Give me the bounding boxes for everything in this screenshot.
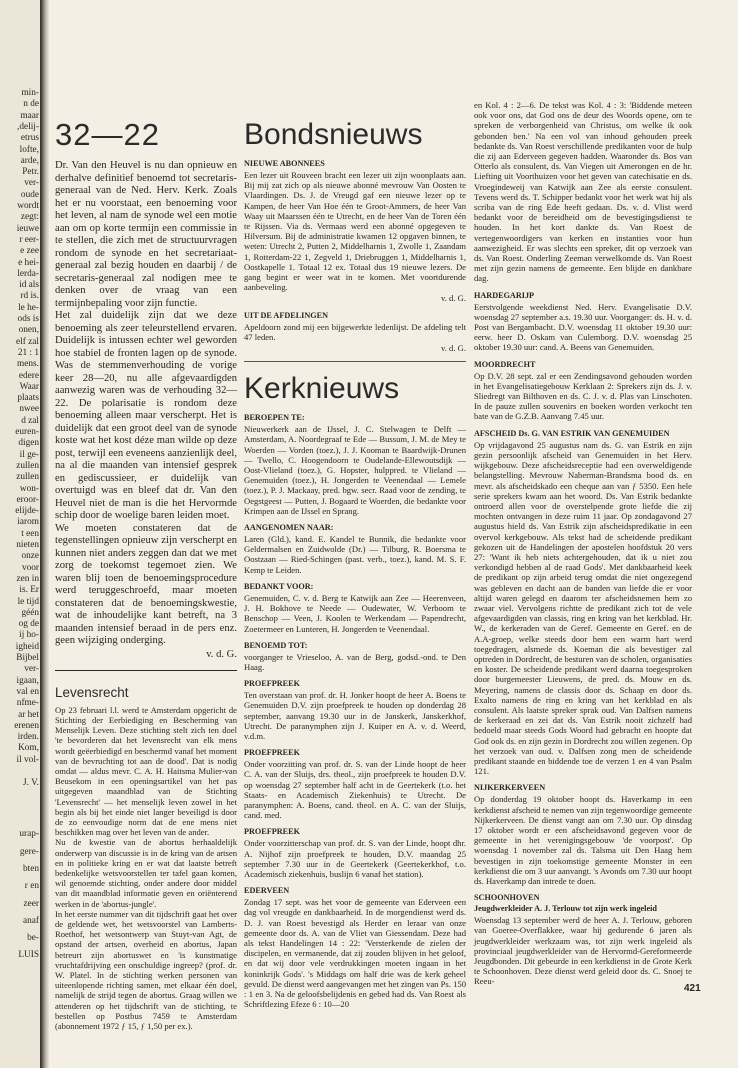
editorial-paragraph: We moeten constateren dat de tegenstellingen opnieuw zijn verscherpt en kunnen niet anders zeggen dan dat we met zorg de toekomst tegemoet zien. We waren blij toen de benoemingsprocedure werd teruggeschroefd, maar moeten constateren dat de benoemingskwestie, wat de inhoudelijke kant betreft, na 3 maanden intensief beraad in de pers enz. geen wijziging onderging. — [55, 522, 237, 646]
strip-line: ver- — [24, 178, 39, 189]
strip-line: t een — [21, 528, 39, 539]
strip-line: euren- — [15, 427, 39, 437]
levensrecht-paragraph: Nu de kwestie van de abortus herhaaldelijk onderwerp van discussie is in de kring van de artsen en in politieke kring en er wat dat laatste betreft bedenkelijke wetsvoorstellen ter tafel gaan komen, wil genoemde stichting, onder andere door middel van dit maandblad informatie geven en oriënterend werken in de 'abortus-jungle'. — [55, 837, 237, 909]
strip-line: og de — [18, 619, 39, 630]
kerknieuws-heading: Kerknieuws — [244, 372, 400, 406]
strip-line: bten — [22, 863, 39, 874]
strip-line: lofte, — [19, 144, 39, 155]
strip-line: edere — [18, 370, 39, 381]
strip-line: anaf — [23, 915, 39, 926]
section-title: NIEUWE ABONNEES — [244, 159, 325, 168]
divider — [55, 670, 237, 671]
signature: v. d. G. — [441, 343, 466, 354]
section-text: Op vrijdagavond 25 augustus nam ds. G. van Estrik en zijn gezin persoonlijk afscheid van Genemuiden in het Herv. wijkgebouw. Deze afscheidsreceptie had een overweldigende belangstelling. Mevrouw Naberman-Brandsma bood ds. en mevr. als afscheidskado een cheque aan van ƒ 5350. Een hele serie sprekers kwam aan het woord. Ds. Van Estrik bedankte ontroerd allen voor de overstelpende grote liefde die zij mochten ontvangen in deze ruim 11 jaar. Op zondagavond 27 augustus hield ds. Van Estrik zijn afscheidspredikatie in een overvol kerkgebouw. Als tekst had de scheidende predikant gekozen uit de Handelingen der apostelen hoofdstuk 20 vers 27: 'Want ik heb niets achtergehouden, dat ik u niet zou verkondigd hebben al de raad Gods'. Met dankbaarheid keek de predikant op zijn arbeid terug omdat die niet ongezegend was gebleven en dacht aan de banden van liefde die er voor altijd waren gelegd en daarom ter afscheidsnemen hem zo zwaar viel. Vervolgens richtte de predikant zich tot de vele afgevaardigden van classis, ring en kring van het kerkblad. Hr. W., de kerkeraden van de Geref. Gemeente en Geref. en de A.A-groep, welke steeds door hem een warm hart werd toegedragen, alsmede ds. Koeman die als bevestiger zal optreden in Dordrecht, de besturen van de scholen, organisaties en koster. De scheidende predikant werd daarna toegesproken door burgemeester Lieuwens, de pred. ds. Mouw en ds. Meyering, namens de classis door ds. Schaap en door ds. Exalto namens de ring en kring van het kerkblad en als consulent. Als laatste spreker sprak oud. Van Dalfsen namens de kerkeraad en zei dat ds. Van Estrik nooit zichzelf had bedoeld maar steeds Gods Woord had gebracht en hoopte dat God ook ds. en zijn gezin in Dordrecht zou willen zegenen. Op het verzoek van oud. v. Dalfsen zong men de scheidende predikant staande en biddende toe de verzen 1 en 4 van Psalm 121. — [474, 439, 692, 777]
strip-line: ,delij- — [17, 121, 39, 132]
strip-line: d zal — [21, 415, 39, 426]
strip-line: iarom — [17, 517, 39, 528]
section-text: Eerstvolgende weekdienst Ned. Herv. Evangelisatie D.V. woensdag 27 september a.s. 19.30 uur. Voorganger: ds. H. v. d. Post van Bergambacht. D.V. woensdag 11 oktober 19.30 uur: eerw. heer D. Oskam van Culemborg. D.V. woensdag 25 oktober 19.30 uur: cand. A. Beens van Genemuiden. — [474, 301, 692, 353]
strip-line: zullen — [16, 472, 39, 483]
strip-line: elijde- — [15, 506, 39, 517]
strip-line: urap- — [19, 829, 39, 840]
section-title: UIT DE AFDELINGEN — [244, 310, 329, 320]
previous-page-edge — [0, 0, 42, 1068]
strip-line: Kom, — [18, 743, 39, 754]
strip-line: r eer- — [19, 234, 39, 245]
section-title: NIJKERKERVEEN — [474, 783, 546, 793]
page-gutter — [40, 0, 49, 1068]
strip-line: onen, — [18, 325, 39, 336]
levensrecht-heading: Levensrecht — [55, 684, 129, 700]
strip-line: igaan, — [16, 675, 39, 686]
strip-line: nfme- — [16, 698, 39, 709]
levensrecht-paragraph: Op 23 februari l.l. werd te Amsterdam opgericht de Stichting der Eerbiediging en Bescherming van Menselijk Leven. Deze stichting stelt zich ten doel 'te bevorderen dat het levensrecht van elk mens wordt geëerbiedigd en beschermd vanaf het moment van de bevruchting tot aan de dood'. Dat is nodig omdat — aldus mevr. C. A. H. Haitsma Mulier-van Beusekom in een openingsartikel van het pas uitgegeven maandblad van de Stichting 'Levensrecht' — het menselijk leven zowel in het begin als bij het einde niet langer beveiligd is door de zo eenvoudige norm dat de ene mens niet beschikken mag over het leven van de ander. — [55, 704, 237, 838]
strip-line: lerda- — [17, 268, 39, 279]
strip-line: is. Er — [19, 585, 39, 596]
strip-line: id als — [19, 280, 39, 291]
section-text: en Kol. 4 : 2—6. De tekst was Kol. 4 : 3: 'Biddende meteen ook voor ons, dat God ons de deur des Woords opene, om te spreken de verborgenheid van Christus, om welke ik ook gebonden ben.' Na een vol van inhoud gehouden preek bedankte ds. Van Roest verschillende predikanten voor de hulp die zij aan Ederveen gegeven hadden. Waaronder ds. Bos van Otterlo als consulent, ds. Van Viegen uit Amerongen en de hr. Liefting uit Voorthuizen voor het geven van catechisatie en ds. Vroegindeweij van Katwijk aan Zee als eerste consulent. Tevens werd ds. T. Schipper bedankt voor het werk wat hij als scriba van de ring Ede heeft gedaan. Ds. v. d. Vlist werd bedankt voor de bereidheid om de bevestigingsdienst te houden. In het kort dankte ds. Van Roest de vertegenwoordigers van kerken en instanties voor hun aanwezigheid. Er was slechts een spreker, dit op verzoek van ds. Van Roest. Onderling Zeeman verwelkomde ds. Van Roest met zijn gezin namens de gemeente. Een blijde en dankbare dag. — [474, 100, 692, 284]
section-text: Onder voorzitterschap van prof. dr. S. van der Linde, hoopt dhr. A. Nijhof zijn proefpreek te houden, D.V. maandag 25 september 7.30 uur in de Geertekerk (Geertekerkhof, t.o. Academisch ziekenhuis, buslijn 6 vanaf het station). — [244, 838, 466, 879]
strip-line: ieuwe — [16, 223, 39, 234]
signature: v. d. G. — [441, 293, 466, 304]
section-text: Zondag 17 sept. was het voor de gemeente van Ederveen een dag vol vreugde en dankbaarheid. In de morgendienst werd ds. D. J. van Roest bevestigd als Herder en leraar van onze gemeente door ds. A. van de Vliet van Giessendam. Deze had als tekst Handelingen 14 : 22: 'Versterkende de zielen der discipelen, en vermanende, dat zij zouden blijven in het geloof, en dat wij door vele verdrukkingen moeten ingaan in het koninkrijk Gods'. 's Middags om half drie was de kerk geheel gevuld. De dienst werd aangevangen met het zingen van Ps. 150 : 1 en 3. Na de geloofsbelijdenis en gebed had ds. Van Roest als Schriftlezing Efeze 6 : 10—20 — [244, 897, 466, 1010]
strip-line: nwee — [19, 404, 39, 415]
strip-line: le tijd — [17, 596, 39, 607]
editorial-signature: v. d. G. — [206, 648, 237, 660]
strip-line: mens. — [17, 359, 39, 370]
strip-line: digen — [18, 438, 39, 449]
column-kerknieuws-continued — [474, 100, 692, 1000]
strip-line: il ge- — [19, 449, 39, 460]
strip-line: maar — [20, 110, 39, 121]
section-text: Nieuwerkerk aan de IJssel, J. C. Stelwagen te Delft — Amsterdam, A. Noordegraaf te Ede — Bussum, J. M. de Mey te Woerden — Vorden (toez.), J. J. Kooman te Baardwijk-Drunen — Twello, C. Hoogendoorn te Oudelande-Ellewoutsdijk — Oost-Vlieland (toez.), G. Hopster, hulppred. te Vlieland — Genemuiden (toez.), H. Jongerden te Veenendaal — Lemele (toez.), P. J. Mackaay, pred. bgw. secr. Raad voor de zending, te Oegstgeest — Putten, J. Bogaard te Woerden, die bedankte voor Krimpen aan de IJssel en Sprang. — [244, 424, 466, 516]
strip-line: e hei- — [18, 257, 39, 268]
strip-line: ij ho- — [19, 630, 39, 641]
section-title: HARDEGARIJP — [474, 290, 535, 300]
section-title: AFSCHEID Ds. G. VAN ESTRIK VAN GENEMUIDEN — [474, 428, 670, 438]
strip-line: e zee — [20, 246, 39, 257]
section-title: EDERVEEN — [244, 886, 290, 896]
column-bondsnieuws — [244, 118, 466, 1010]
strip-line: zullen — [16, 460, 39, 471]
strip-line: Waar — [19, 381, 39, 392]
strip-line: le he- — [18, 302, 39, 313]
divider — [244, 361, 466, 362]
section-text: Ten overstaan van prof. dr. H. Jonker hoopt de heer A. Boens te Genemuiden D.V. zijn proefpreek te houden op donderdag 28 september, aanvang 19.30 uur in de Janskerk, Janskerkhof, Utrecht. De paranymphen zijn J. Kuiper en A. v. d. Weerd, v.d.m. — [244, 690, 466, 741]
section-title: PROEFPREEK — [244, 827, 300, 837]
strip-line: gere- — [19, 846, 39, 857]
strip-line: igheid — [15, 641, 39, 652]
strip-line: onze — [21, 551, 39, 562]
strip-line: LUIS — [18, 950, 39, 961]
strip-line: zegt: — [20, 212, 39, 223]
strip-line: Bijbel — [16, 653, 39, 663]
section-text: Woensdag 13 september werd de heer A. J. Terlouw, geboren van Goeree-Overflakkee, waar hij gedurende 6 jaren als jeugdwerkleider werkzaam was, tot zijn werk ingeleid als provinciaal jeugdwerkleider van de Hervormd-Gereformeerde Jeugdbonden. Dit gebeurde in een kerkdienst in de Grote Kerk te Schoonhoven. Deze dienst werd geleid door ds. C. Snoej te Reeu- — [474, 915, 692, 987]
bondsnieuws-heading: Bondsnieuws — [244, 118, 423, 151]
strip-line: géén — [21, 607, 39, 618]
strip-line: etrus — [20, 133, 39, 144]
strip-line: ods is — [17, 314, 39, 324]
strip-line: il vol- — [16, 754, 39, 765]
strip-line: r en — [24, 881, 39, 892]
section-subtitle: Jeugdwerkleider A. J. Terlouw tot zijn werk ingeleid — [474, 904, 657, 914]
section-title: SCHOONHOVEN — [474, 893, 540, 903]
section-title: BEROEPEN TE: — [244, 413, 305, 423]
strip-line: ar het — [18, 709, 39, 720]
strip-line: nieten — [16, 540, 39, 550]
section-text: Apeldoorn zond mij een bijgewerkte ledenlijst. De afdeling telt 47 leden. — [244, 321, 466, 342]
section-title: BENOEMD TOT: — [244, 640, 308, 650]
strip-line: wordt — [17, 201, 39, 211]
editorial-heading: 32—22 — [55, 117, 160, 152]
strip-line: val en — [16, 686, 39, 697]
section-text: Op D.V. 28 sept. zal er een Zendingsavond gehouden worden in het Evangelisatiegebouw Kerklaan 2: Sprekers zijn ds. J. v. Sliedregt van Bilthoven en ds. C. J. v. d. Plas van Linschoten. In de pauze zullen souvenirs en boeken worden verkocht ten bate van de G.Z.B. Aanvang 7.45 uur. — [474, 370, 692, 422]
section-title: AANGENOMEN NAAR: — [244, 523, 334, 533]
section-text: Op donderdag 19 oktober hoopt ds. Haverkamp in een kerkdienst afscheid te nemen van zijn tegenwoordige gemeente Nijkerkerveen. De dienst vangt aan om 7.30 uur. Op dinsdag 17 oktober wordt er een afscheidsavond gegeven voor de gemeente in het verenigingsgebouw 'de voorpost'. Op woensdag 1 november zal ds. Talsma uit Den Haag hem bevestigen in zijn toekomstige gemeente Monster in een kerkdienst die om 3 uur aanvangt. 's Avonds om 7.30 uur hoopt ds. Haverkamp dan intrede te doen. — [474, 794, 692, 887]
page-number: 421 — [684, 983, 701, 994]
section-text: Een lezer uit Rouveen bracht een lezer uit zijn woonplaats aan. Bij mij zat zich op als nieuwe abonné mevrouw Van Oosten te Vlaardingen. Ds. J. de Vreugd gaf een nieuwe lezer op te Kampen, de heer Van Hoe één te Groot-Ammers, de heer Van Waay uit Maarssen één te Utrecht, en de heer Van de Toren één te Rijssen. Via ds. Vermaas werd een abonné opgegeven te Hilversum. Bij de administratie kwamen 12 opgaven binnen, te weten: Utrecht 2, Putten 2, Middelharnis 1, Zwolle 1, Zaandam 1, Rotterdam-22 1, Zegveld 1, Driebruggen 1, Middelharnis 1, Oostkapelle 1. Totaal 12 ex. Totaal dus 19 nieuwe lezers. De gang begint er weer wat in te komen. Met voortdurende aanbeveling. — [244, 170, 466, 293]
strip-line: eroor- — [16, 494, 39, 505]
section-text: Laren (Gld.), kand. E. Kandel te Bunnik, die bedankte voor Geldermalsen en Zuidwolde (Dr.) — Tilburg, R. Boersma te Oostzaan — Ried-Schingen (past. verb., toez.), kand. M. S. F. Kemp te Leiden. — [244, 534, 466, 575]
strip-line: ver- — [24, 664, 39, 675]
editorial-paragraph: Dr. Van den Heuvel is nu dan opnieuw en derhalve definitief benoemd tot secretaris-generaal van de Ned. Herv. Kerk. Zoals het er nu voorstaat, een benoeming voor het leven, al nam de synode wel een motie aan om op korte termijn een commissie in te stellen, die zich met de structuurvragen rondom de synode en het secretariaat-generaal zal bezig houden en daarbij / de secretaris-generaal zal nodigen mee te denken over de vraag van een termijnbepaling voor zijn functie. — [55, 160, 237, 309]
strip-line: won- — [19, 483, 39, 494]
strip-line: elf zal — [16, 336, 39, 347]
editorial-paragraph: Het zal duidelijk zijn dat we deze benoeming als zeer teleurstellend ervaren. Duidelijk is intussen echter wel geworden hoe stabiel de fronten lagen op de synode. Was de stemmenverhouding de vorige keer 28—20, nu alle afgevaardigden aanwezig waren was de verhouding 32—22. De polarisatie is rondom deze benoeming alleen maar verscherpt. Het is duidelijk dat een groot deel van de synode koste wat het kost déze man wilde op deze post, terwijl een eveneens aanzienlijk deel, na al die maanden van intensief gesprek en gediscussieer, er duidelijk van overtuigd was en bleef dat dr. Van den Heuvel niet de man is die het Hervormde schip door de woelige baren leiden moet. — [55, 310, 237, 521]
section-title: PROEFPREEK — [244, 679, 300, 689]
levensrecht-paragraph: In het eerste nummer van dit tijdschrift gaat het over de geldende wet, het wetsvoorstel van Lamberts-Roethof, het wetsontwerp van Stuyt-van Agt, de opstand der artsen, overheid en abortus, Japan betreurt zijn abortuswet en 'is kunstmatige vruchtafdrijving een onschuldige ingreep? (prof. dr. W. Platel. In de stichting werken personen van uiteenlopende richting samen, met elkaar één doel, namelijk de strijd tegen de abortus. Graag willen we attenderen op het tijdschrift van de stichting, te bestellen op Postbus 7459 te Amsterdam (abonnement 1972 ƒ 15, ƒ 1,50 per ex.). — [55, 908, 237, 1031]
section-title: PROEFPREEK — [244, 748, 300, 758]
strip-line: arde, — [20, 155, 39, 166]
strip-line: be- — [27, 933, 39, 944]
strip-line: erenen — [14, 720, 39, 731]
strip-line: rd is. — [20, 291, 39, 302]
strip-line: J. V. — [23, 778, 39, 788]
strip-line: Petr. — [22, 167, 39, 178]
section-text: Onder voorzitting van prof. dr. S. van der Linde hoopt de heer C. A. van der Sluijs, drs. theol., zijn proefpreek te houden D.V. op woensdag 27 september half acht in de Geertekerk (t.o. het Staats- en Academisch Ziekenhuis) te Utrecht. De paranymphen: A. Boens, cand. theol. en A. C. van der Sluijs, cand. med. — [244, 759, 466, 821]
strip-line: irden. — [17, 732, 39, 743]
strip-line: oude — [20, 189, 39, 200]
strip-line: n de — [23, 99, 39, 110]
column-editorial — [55, 117, 237, 1031]
strip-line: min- — [21, 88, 39, 98]
section-text: Genemuiden, C. v. d. Berg te Katwijk aan Zee — Heerenveen, J. H. Bokhove te Neede — Oudewater, W. Verboom te Benschop — Veen, J. Koolen te Werkendam — Papendrecht, Zoetermeer en Lunteren, H. Jongerden te Veenendaal. — [244, 592, 466, 634]
section-title: BEDANKT VOOR: — [244, 581, 314, 591]
section-text: voorganger te Vrieseloo, A. van de Berg, godsd.-ond. te Den Haag. — [244, 651, 466, 672]
strip-line: zeer — [23, 898, 39, 909]
section-title: MOORDRECHT — [474, 359, 536, 369]
strip-line: plaats — [17, 393, 39, 404]
strip-line: zen in — [16, 573, 39, 584]
strip-line: voor — [21, 562, 39, 573]
strip-line: 21 : 1 — [17, 347, 39, 358]
